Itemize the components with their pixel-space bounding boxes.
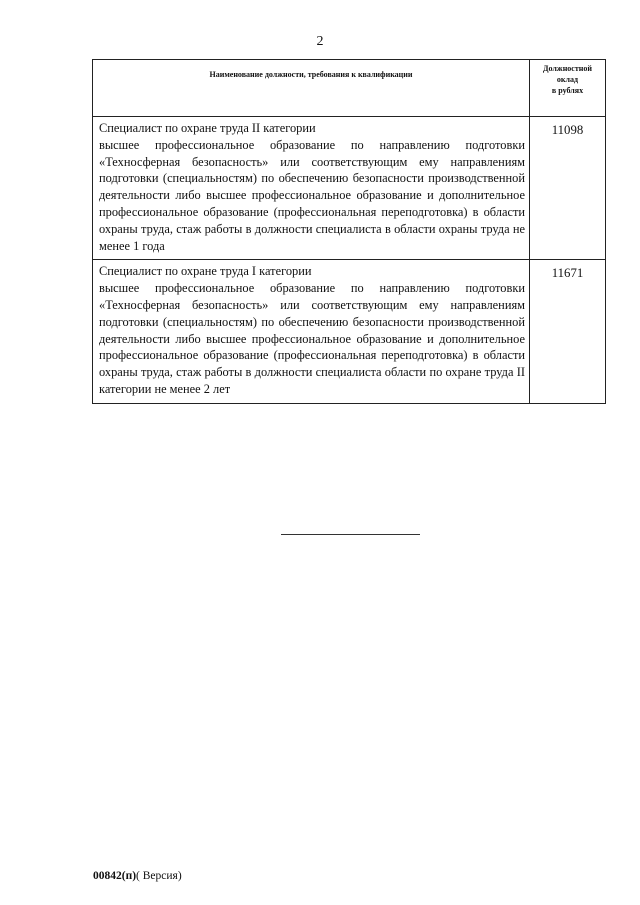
position-description [93, 260, 530, 403]
salary-value: 11098 [530, 117, 606, 260]
header-salary-line: Должностной [543, 64, 592, 73]
salary-table [92, 59, 606, 404]
header-salary-line: оклад [556, 75, 579, 84]
salary-value: 11671 [530, 260, 606, 403]
document-version: ( Версия) [136, 870, 182, 882]
position-description [93, 117, 530, 260]
document-code [93, 870, 182, 882]
table-row [93, 260, 606, 403]
table-row [93, 117, 606, 260]
position-requirements: высшее профессиональное образование по направлению подготовки «Техносферная безопасность» или соответствующим ему направлениям подготовки (специальностям) по обеспечению безопасности производственной деятельности либо высшее профессиональное образование и дополнительное профессиональное образование (профессиональная переподготовка) в области охраны труда, стаж работы в должности специалиста в области охраны труда не менее 1 года [99, 137, 525, 253]
position-title: Специалист по охране труда II категории [99, 121, 316, 135]
table-header-row [93, 60, 606, 117]
position-requirements: высшее профессиональное образование по направлению подготовки «Техносферная безопасность» или соответствующим ему направлениям подготовки (специальностям) по обеспечению безопасности производственной деятельности либо высшее профессиональное образование и дополнительное профессиональное образование (профессиональная переподготовка) в области охраны труда, стаж работы в должности специалиста области по охране труда II категории не менее 2 лет [99, 281, 525, 396]
header-salary-line: в рублях [551, 86, 584, 95]
header-salary [530, 60, 606, 117]
page-number: 2 [316, 34, 324, 49]
position-title: Специалист по охране труда I категории [99, 264, 312, 279]
header-position-requirements: Наименование должности, требования к квалификации [93, 60, 530, 117]
end-separator-line [281, 534, 420, 535]
document-code-number: 00842(п) [93, 870, 137, 882]
